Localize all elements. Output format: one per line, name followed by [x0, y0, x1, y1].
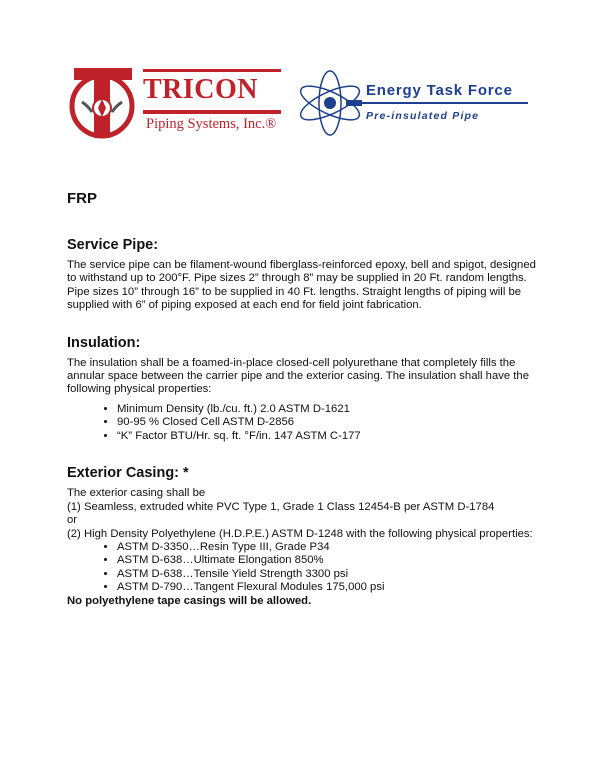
list-item: • 90-95 % Closed Cell ASTM D-2856	[117, 416, 537, 430]
atom-icon	[296, 66, 366, 140]
list-item: • ASTM D-638…Tensile Yield Strength 3300 psi	[117, 568, 537, 582]
tricon-logo	[68, 62, 283, 142]
section-exterior-casing	[67, 465, 537, 608]
energy-task-force-logo	[296, 66, 536, 136]
page-title: FRP	[67, 190, 97, 207]
tricon-subtitle: Piping Systems, Inc.®	[146, 116, 277, 132]
section-heading: Exterior Casing: *	[67, 465, 189, 482]
list-item: • ASTM D-638…Ultimate Elongation 850%	[117, 554, 537, 568]
casing-line: (1) Seamless, extruded white PVC Type 1, Grade 1 Class 12454-B per ASTM D-1784	[67, 500, 495, 513]
section-heading: Service Pipe:	[67, 237, 159, 253]
etf-subtitle: Pre-insulated Pipe	[366, 110, 480, 122]
section-paragraph: The service pipe can be filament-wound fiberglass-reinforced epoxy, bell and spigot, designed to withstand up to 200°F. Pipe sizes 2” through 8” may be supplied in 20 Ft. random lengths. Pipe sizes 10” through 16” to be supplied in 40 Ft. lengths. Straight lengths of piping will be supplied with 6” of piping exposed at each end for field joint fabrication.	[67, 259, 536, 312]
casing-line: The exterior casing shall be	[67, 487, 206, 500]
etf-title: Energy Task Force	[366, 82, 513, 99]
list-item: • ASTM D-3350…Resin Type III, Grade P34	[117, 541, 537, 555]
section-paragraph: The insulation shall be a foamed-in-place closed-cell polyurethane that completely fills the annular space between the carrier pipe and the exterior casing. The insulation shall have the following physical properties:	[67, 356, 529, 396]
section-service-pipe	[67, 237, 537, 313]
tricon-rule-mid	[143, 110, 281, 114]
header-logos	[68, 62, 538, 142]
section-heading: Insulation:	[67, 334, 141, 351]
tricon-name: TRICON	[143, 74, 259, 105]
document-body	[67, 190, 537, 630]
casing-line: or	[67, 514, 78, 527]
list-item: • ASTM D-790…Tangent Flexural Modules 175,000 psi	[117, 581, 537, 595]
tricon-rule-top	[143, 69, 281, 72]
section-insulation	[67, 335, 537, 444]
etf-rule	[360, 102, 528, 104]
list-item: • Minimum Density (lb./cu. ft.) 2.0 ASTM D-1621	[117, 403, 537, 417]
list-item: • “K” Factor BTU/Hr. sq. ft. °F/in. 147 ASTM C-177	[117, 430, 537, 444]
casing-note: No polyethylene tape casings will be allowed.	[67, 594, 312, 607]
casing-line: (2) High Density Polyethylene (H.D.P.E.) ASTM D-1248 with the following physical properties:	[67, 527, 533, 540]
insulation-properties-list	[67, 403, 537, 444]
tricon-emblem-icon	[68, 62, 140, 142]
casing-properties-list	[67, 541, 537, 595]
